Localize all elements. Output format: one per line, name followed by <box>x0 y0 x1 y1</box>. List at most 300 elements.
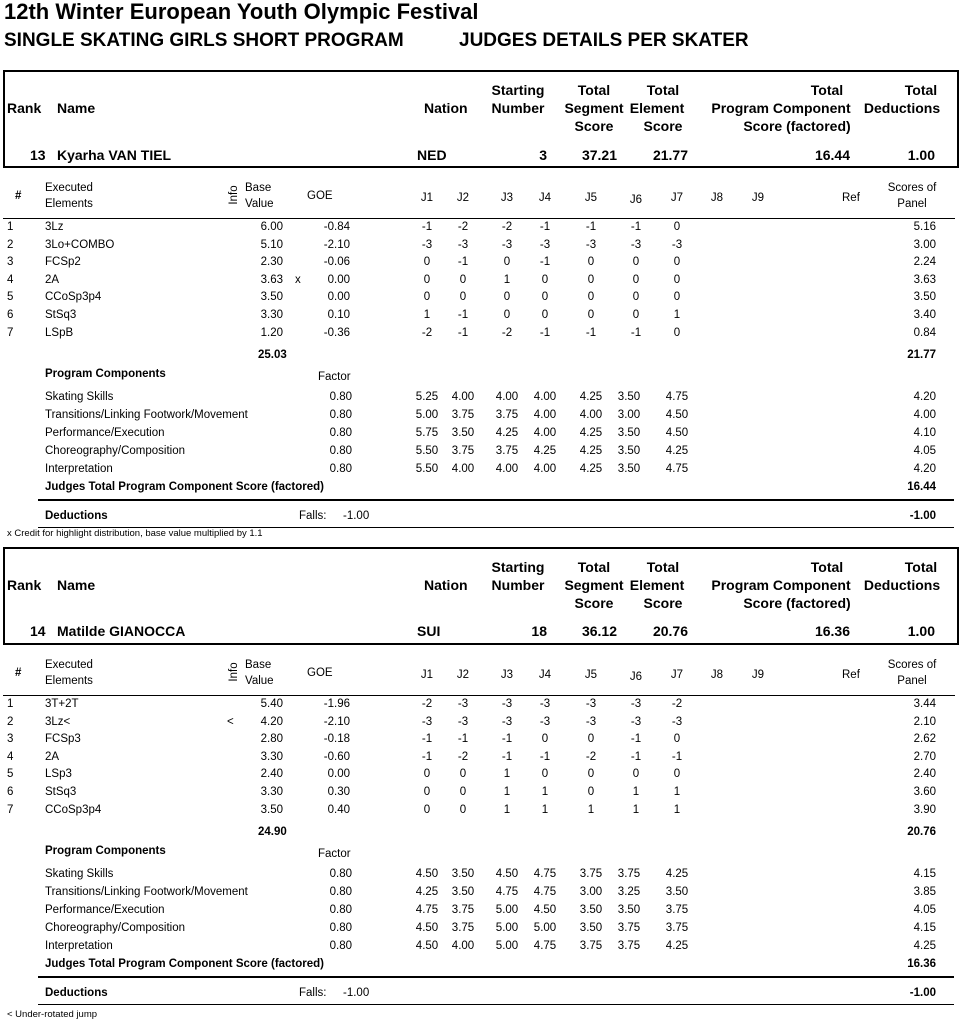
judge-mark: -3 <box>539 716 551 728</box>
judge-mark: -1 <box>630 327 642 339</box>
segment-score-value: 36.12 <box>581 623 617 639</box>
component-judge-mark: 4.75 <box>415 904 439 916</box>
component-panel-score: 4.00 <box>913 409 936 421</box>
element-num: 6 <box>7 786 14 798</box>
component-judge-mark: 3.75 <box>665 922 689 934</box>
judge-mark: 0 <box>541 291 549 303</box>
start-number-value: 18 <box>531 623 547 639</box>
component-judge-mark: 3.00 <box>617 409 641 421</box>
component-judge-mark: 3.50 <box>451 427 475 439</box>
judge-mark: -3 <box>630 239 642 251</box>
element-num: 7 <box>7 804 14 816</box>
component-judge-mark: 3.75 <box>451 445 475 457</box>
name-header: Name <box>57 100 96 116</box>
element-name: LSp3 <box>45 768 72 780</box>
component-judge-mark: 3.50 <box>617 904 641 916</box>
segment-score-header: Segment <box>564 577 624 593</box>
element-panel-score: 3.40 <box>913 309 936 321</box>
element-name: StSq3 <box>45 786 77 798</box>
deductions-header: Deductions <box>863 577 941 593</box>
judge-mark: 0 <box>587 291 595 303</box>
component-panel-score: 4.15 <box>913 868 936 880</box>
nation-header: Nation <box>424 100 468 116</box>
component-judge-mark: 4.50 <box>415 922 439 934</box>
base-value-header: Base <box>245 182 272 194</box>
element-score-header: Total <box>646 559 680 575</box>
component-judge-mark: 3.75 <box>617 940 641 952</box>
judge-mark: 1 <box>541 786 549 798</box>
segment-score-value: 37.21 <box>581 147 617 163</box>
judge-mark: 0 <box>503 291 511 303</box>
element-name: 2A <box>45 751 60 763</box>
judge-mark: -3 <box>671 239 683 251</box>
judge-mark: 0 <box>423 291 431 303</box>
component-judge-mark: 4.25 <box>665 445 689 457</box>
component-judge-mark: 4.75 <box>533 868 557 880</box>
element-name: LSpB <box>45 327 74 339</box>
judge-mark: -1 <box>585 327 597 339</box>
judge-mark: 1 <box>632 786 640 798</box>
judge-mark: 0 <box>459 768 467 780</box>
element-panel-score: 3.60 <box>913 786 936 798</box>
component-judge-mark: 4.25 <box>579 427 603 439</box>
judge-mark: -1 <box>539 221 551 233</box>
element-name: 3Lz< <box>45 716 71 728</box>
segment-score-header: Total <box>577 559 611 575</box>
element-score-header: Score <box>643 118 683 134</box>
element-panel-score: 5.16 <box>913 221 936 233</box>
component-judge-mark: 5.00 <box>533 922 557 934</box>
pcs-header: Score (factored) <box>743 118 851 134</box>
element-goe: 0.00 <box>327 291 350 303</box>
deductions-label: Deductions <box>45 987 108 999</box>
component-panel-score: 4.20 <box>913 463 936 475</box>
component-judge-mark: 3.50 <box>451 868 475 880</box>
judge-mark: -3 <box>539 239 551 251</box>
judge-mark: -2 <box>457 221 469 233</box>
goe-header: GOE <box>307 667 333 679</box>
page-title: 12th Winter European Youth Olympic Festival <box>4 0 479 24</box>
component-judge-mark: 4.00 <box>533 427 557 439</box>
component-judge-mark: 4.00 <box>533 463 557 475</box>
starting-number-header: Number <box>491 100 545 116</box>
judge-header: J6 <box>629 671 643 683</box>
component-judge-mark: 4.25 <box>665 868 689 880</box>
judge-mark: -1 <box>539 751 551 763</box>
panel-score-header: Scores of <box>887 182 937 194</box>
num-header: # <box>15 667 22 679</box>
element-num: 2 <box>7 716 14 728</box>
component-judge-mark: 4.00 <box>495 391 519 403</box>
element-base-value: 4.20 <box>260 716 283 728</box>
judge-header: J5 <box>584 669 598 681</box>
element-base-value: 1.20 <box>260 327 283 339</box>
judge-mark: 0 <box>423 786 431 798</box>
judge-mark: 1 <box>673 309 681 321</box>
component-judge-mark: 5.50 <box>415 445 439 457</box>
component-judge-mark: 4.25 <box>533 445 557 457</box>
component-judge-mark: 3.50 <box>579 904 603 916</box>
skater-rank: 13 <box>30 147 46 163</box>
info-header: Info <box>228 662 240 682</box>
starting-number-header: Starting <box>491 82 545 98</box>
judge-mark: 0 <box>673 221 681 233</box>
component-judge-mark: 5.25 <box>415 391 439 403</box>
judge-header: J8 <box>710 192 724 204</box>
judge-mark: -3 <box>630 716 642 728</box>
panel-score-header: Panel <box>897 198 927 210</box>
component-judge-mark: 3.75 <box>451 904 475 916</box>
component-judge-mark: 4.25 <box>495 427 519 439</box>
component-factor: 0.80 <box>329 427 352 439</box>
judge-mark: 0 <box>503 309 511 321</box>
judge-mark: 0 <box>423 768 431 780</box>
judge-header: J1 <box>420 192 434 204</box>
pcs-value: 16.44 <box>814 147 850 163</box>
judge-mark: -1 <box>421 733 433 745</box>
element-name: 3T+2T <box>45 698 79 710</box>
component-judge-mark: 3.50 <box>451 886 475 898</box>
panel-score-header: Scores of <box>887 659 937 671</box>
elements-total: 21.77 <box>907 349 936 361</box>
component-factor: 0.80 <box>329 445 352 457</box>
component-factor: 0.80 <box>329 391 352 403</box>
judges-total-value: 16.36 <box>907 958 936 970</box>
element-goe: -0.06 <box>323 256 350 268</box>
judge-mark: 0 <box>632 274 640 286</box>
component-judge-mark: 3.75 <box>495 409 519 421</box>
element-panel-score: 0.84 <box>913 327 936 339</box>
component-panel-score: 4.20 <box>913 391 936 403</box>
judge-mark: 0 <box>587 256 595 268</box>
judge-mark: 0 <box>587 309 595 321</box>
judge-mark: 1 <box>632 804 640 816</box>
component-judge-mark: 5.00 <box>495 904 519 916</box>
component-judge-mark: 4.75 <box>533 886 557 898</box>
element-num: 7 <box>7 327 14 339</box>
component-judge-mark: 3.75 <box>617 868 641 880</box>
element-score-value: 20.76 <box>652 623 688 639</box>
component-panel-score: 4.05 <box>913 904 936 916</box>
component-factor: 0.80 <box>329 868 352 880</box>
num-header: # <box>15 190 22 202</box>
ref-header: Ref <box>842 192 860 204</box>
rank-header: Rank <box>7 100 42 116</box>
component-panel-score: 4.05 <box>913 445 936 457</box>
element-num: 1 <box>7 698 14 710</box>
divider <box>38 976 954 978</box>
component-name: Choreography/Composition <box>45 445 185 457</box>
component-judge-mark: 5.50 <box>415 463 439 475</box>
element-score-value: 21.77 <box>652 147 688 163</box>
judge-mark: -2 <box>671 698 683 710</box>
component-judge-mark: 4.50 <box>665 427 689 439</box>
judge-header: J5 <box>584 192 598 204</box>
judge-mark: -3 <box>585 716 597 728</box>
element-panel-score: 3.44 <box>913 698 936 710</box>
element-num: 3 <box>7 256 14 268</box>
judge-mark: -3 <box>501 698 513 710</box>
element-goe: -2.10 <box>323 239 350 251</box>
component-judge-mark: 5.00 <box>415 409 439 421</box>
component-judge-mark: 3.50 <box>617 445 641 457</box>
report-title: JUDGES DETAILS PER SKATER <box>459 30 749 51</box>
component-name: Interpretation <box>45 463 113 475</box>
judge-mark: -2 <box>421 327 433 339</box>
judge-mark: -3 <box>585 239 597 251</box>
judge-mark: 0 <box>673 291 681 303</box>
judge-mark: -1 <box>501 751 513 763</box>
deductions-header: Deductions <box>863 100 941 116</box>
skater-name: Kyarha VAN TIEL <box>57 147 172 163</box>
element-num: 2 <box>7 239 14 251</box>
component-judge-mark: 3.50 <box>617 463 641 475</box>
judge-mark: 0 <box>587 768 595 780</box>
judge-mark: -3 <box>585 698 597 710</box>
judge-header: J9 <box>751 192 765 204</box>
judge-mark: -1 <box>457 309 469 321</box>
judges-total-label: Judges Total Program Component Score (factored) <box>45 481 325 493</box>
element-base-value: 3.63 <box>260 274 283 286</box>
base-value-total: 24.90 <box>258 826 287 838</box>
name-header: Name <box>57 577 96 593</box>
component-judge-mark: 3.75 <box>579 940 603 952</box>
element-name: 3Lz <box>45 221 64 233</box>
component-judge-mark: 3.75 <box>451 922 475 934</box>
segment-score-header: Score <box>574 118 614 134</box>
component-factor: 0.80 <box>329 463 352 475</box>
component-judge-mark: 4.50 <box>495 868 519 880</box>
element-goe: 0.30 <box>327 786 350 798</box>
component-judge-mark: 4.25 <box>415 886 439 898</box>
judge-mark: -2 <box>421 698 433 710</box>
component-judge-mark: 4.00 <box>579 409 603 421</box>
judge-mark: -1 <box>585 221 597 233</box>
element-name: StSq3 <box>45 309 77 321</box>
component-judge-mark: 3.50 <box>617 427 641 439</box>
element-goe: -0.36 <box>323 327 350 339</box>
element-name: CCoSp3p4 <box>45 291 102 303</box>
element-panel-score: 3.50 <box>913 291 936 303</box>
element-goe: -2.10 <box>323 716 350 728</box>
component-judge-mark: 5.00 <box>495 940 519 952</box>
component-name: Transitions/Linking Footwork/Movement <box>45 409 248 421</box>
deductions-label: Deductions <box>45 510 108 522</box>
judge-mark: -3 <box>457 239 469 251</box>
judge-mark: 0 <box>632 291 640 303</box>
factor-header: Factor <box>318 848 351 860</box>
judge-mark: -3 <box>457 716 469 728</box>
judge-mark: -3 <box>501 239 513 251</box>
judge-header: J9 <box>751 669 765 681</box>
judge-mark: 0 <box>673 733 681 745</box>
judge-mark: 0 <box>459 291 467 303</box>
program-components-header: Program Components <box>45 368 166 380</box>
judge-mark: 0 <box>632 768 640 780</box>
element-panel-score: 3.63 <box>913 274 936 286</box>
judge-mark: 0 <box>423 274 431 286</box>
element-score-header: Score <box>643 595 683 611</box>
judge-mark: -2 <box>585 751 597 763</box>
element-panel-score: 2.24 <box>913 256 936 268</box>
component-judge-mark: 4.00 <box>533 409 557 421</box>
judge-mark: 0 <box>541 274 549 286</box>
element-base-value: 3.50 <box>260 804 283 816</box>
deductions-header: Total <box>904 559 938 575</box>
judge-mark: 0 <box>503 256 511 268</box>
base-value-total: 25.03 <box>258 349 287 361</box>
judges-total-value: 16.44 <box>907 481 936 493</box>
judge-mark: -3 <box>421 716 433 728</box>
segment-score-header: Score <box>574 595 614 611</box>
component-judge-mark: 4.25 <box>579 391 603 403</box>
component-judge-mark: 3.25 <box>617 886 641 898</box>
judge-header: J2 <box>456 192 470 204</box>
deductions-value: 1.00 <box>907 623 935 639</box>
element-goe: 0.10 <box>327 309 350 321</box>
component-panel-score: 4.10 <box>913 427 936 439</box>
element-base-value: 3.30 <box>260 786 283 798</box>
component-judge-mark: 3.75 <box>495 445 519 457</box>
element-panel-score: 2.62 <box>913 733 936 745</box>
element-name: CCoSp3p4 <box>45 804 102 816</box>
component-judge-mark: 3.50 <box>579 922 603 934</box>
judge-mark: -2 <box>501 221 513 233</box>
component-name: Skating Skills <box>45 868 114 880</box>
ref-header: Ref <box>842 669 860 681</box>
element-name: 3Lo+COMBO <box>45 239 115 251</box>
divider <box>3 218 955 219</box>
element-panel-score: 2.70 <box>913 751 936 763</box>
component-factor: 0.80 <box>329 940 352 952</box>
component-name: Choreography/Composition <box>45 922 185 934</box>
component-judge-mark: 3.50 <box>665 886 689 898</box>
element-base-value: 5.40 <box>260 698 283 710</box>
element-goe: -0.84 <box>323 221 350 233</box>
component-judge-mark: 5.00 <box>495 922 519 934</box>
element-goe: 0.00 <box>327 274 350 286</box>
component-judge-mark: 3.75 <box>579 868 603 880</box>
judge-mark: 0 <box>632 309 640 321</box>
pcs-header: Total <box>810 82 844 98</box>
judge-mark: 1 <box>423 309 431 321</box>
judge-header: J2 <box>456 669 470 681</box>
component-name: Transitions/Linking Footwork/Movement <box>45 886 248 898</box>
judge-header: J8 <box>710 669 724 681</box>
element-base-value: 2.80 <box>260 733 283 745</box>
factor-header: Factor <box>318 371 351 383</box>
component-judge-mark: 4.00 <box>451 463 475 475</box>
judge-mark: 1 <box>503 274 511 286</box>
deductions-total: -1.00 <box>909 510 936 522</box>
judge-mark: 0 <box>459 804 467 816</box>
element-num: 1 <box>7 221 14 233</box>
elements-total: 20.76 <box>907 826 936 838</box>
component-judge-mark: 4.50 <box>533 904 557 916</box>
start-number-value: 3 <box>539 147 547 163</box>
judge-mark: -1 <box>421 751 433 763</box>
judge-mark: -1 <box>457 256 469 268</box>
element-num: 6 <box>7 309 14 321</box>
component-factor: 0.80 <box>329 922 352 934</box>
element-goe: -0.18 <box>323 733 350 745</box>
component-judge-mark: 4.75 <box>495 886 519 898</box>
element-base-value: 3.30 <box>260 309 283 321</box>
judges-total-label: Judges Total Program Component Score (factored) <box>45 958 325 970</box>
judge-mark: -3 <box>421 239 433 251</box>
skater-name: Matilde GIANOCCA <box>57 623 186 639</box>
judge-mark: 0 <box>541 309 549 321</box>
element-base-value: 2.30 <box>260 256 283 268</box>
judge-mark: -2 <box>501 327 513 339</box>
component-judge-mark: 4.25 <box>579 463 603 475</box>
element-num: 4 <box>7 751 14 763</box>
element-panel-score: 3.90 <box>913 804 936 816</box>
judge-mark: -3 <box>501 716 513 728</box>
component-panel-score: 3.85 <box>913 886 936 898</box>
component-judge-mark: 4.00 <box>451 940 475 952</box>
judge-mark: -1 <box>630 751 642 763</box>
divider <box>38 499 954 501</box>
judge-mark: 0 <box>673 327 681 339</box>
component-judge-mark: 5.75 <box>415 427 439 439</box>
element-name: FCSp2 <box>45 256 81 268</box>
component-name: Interpretation <box>45 940 113 952</box>
component-judge-mark: 4.75 <box>665 391 689 403</box>
pcs-value: 16.36 <box>814 623 850 639</box>
element-panel-score: 3.00 <box>913 239 936 251</box>
judge-mark: 0 <box>459 786 467 798</box>
judge-mark: 0 <box>673 274 681 286</box>
component-judge-mark: 4.25 <box>665 940 689 952</box>
deductions-value: 1.00 <box>907 147 935 163</box>
judge-mark: -3 <box>671 716 683 728</box>
executed-header: Executed <box>45 659 93 671</box>
footnote: < Under-rotated jump <box>7 1009 98 1020</box>
program-components-header: Program Components <box>45 845 166 857</box>
element-goe: 0.40 <box>327 804 350 816</box>
judge-mark: -1 <box>671 751 683 763</box>
segment-score-header: Segment <box>564 100 624 116</box>
component-judge-mark: 4.25 <box>579 445 603 457</box>
component-name: Performance/Execution <box>45 427 165 439</box>
element-score-header: Element <box>629 100 685 116</box>
divider <box>3 695 955 696</box>
skater-nation: SUI <box>417 623 441 639</box>
component-panel-score: 4.25 <box>913 940 936 952</box>
pcs-header: Total <box>810 559 844 575</box>
judge-header: J7 <box>670 669 684 681</box>
falls-label: Falls: <box>299 987 327 999</box>
judge-mark: 1 <box>503 786 511 798</box>
judge-mark: 0 <box>459 274 467 286</box>
element-base-value: 3.30 <box>260 751 283 763</box>
component-judge-mark: 4.00 <box>533 391 557 403</box>
component-judge-mark: 3.75 <box>665 904 689 916</box>
judge-header: J4 <box>538 192 552 204</box>
component-judge-mark: 4.00 <box>495 463 519 475</box>
info-header: Info <box>228 185 240 205</box>
element-bonus-flag: x <box>295 274 301 286</box>
component-judge-mark: 4.00 <box>451 391 475 403</box>
executed-header: Elements <box>45 198 93 210</box>
nation-header: Nation <box>424 577 468 593</box>
base-value-header: Value <box>245 675 274 687</box>
judge-mark: -1 <box>457 733 469 745</box>
executed-header: Elements <box>45 675 93 687</box>
falls-value: -1.00 <box>343 510 370 522</box>
judge-mark: -1 <box>457 327 469 339</box>
